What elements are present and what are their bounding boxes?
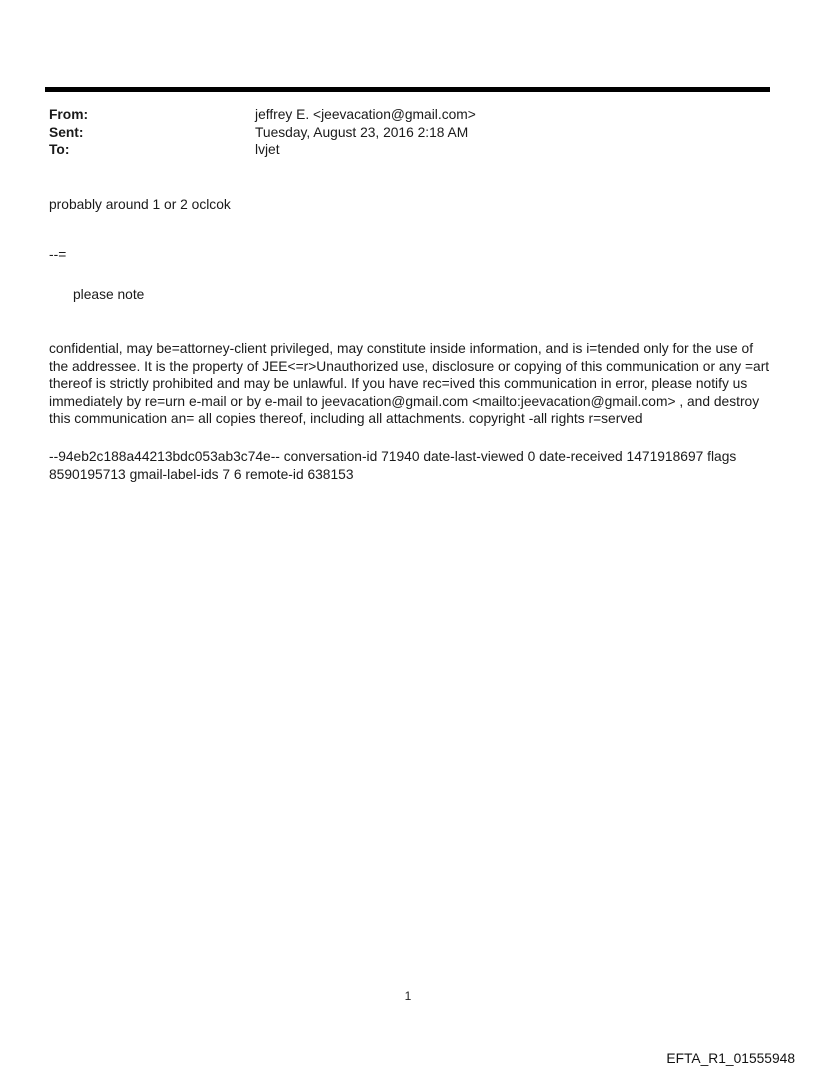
from-label: From: xyxy=(49,107,89,122)
signature-separator: --= xyxy=(49,247,67,262)
to-value: lvjet xyxy=(255,142,280,157)
mime-boundary-metadata: --94eb2c188a44213bdc053ab3c74e-- conversation-id 71940 date-last-viewed 0 date-received 1471918697 flags 8590195713 gmail-label-ids 7 6 remote-id 638153 xyxy=(49,449,741,482)
header-divider-rule xyxy=(45,87,770,92)
header-row-from xyxy=(49,106,476,124)
sent-value: Tuesday, August 23, 2016 2:18 AM xyxy=(255,124,469,140)
email-header xyxy=(49,106,476,159)
page-number: 1 xyxy=(404,989,412,1003)
from-value: jeffrey E. <jeevacation@gmail.com> xyxy=(255,107,476,122)
header-row-to xyxy=(49,141,476,159)
confidentiality-disclaimer: confidential, may be=attorney-client privileged, may constitute inside information, and is i=tended only for the use of the addressee. It is the property of JEE<=r>Unauthorized use, disclosure or copying of this communication or any =art thereof is strictly prohibited and may be unlawful. If you have rec=ived this communication in error, please notify us immediately by re=urn e-mail or by e-mail to jeevacation@gmail.com <mailto:jeevacation@gmail.com> , and destroy this communication an= all copies thereof, including all attachments. copyright -all rights r=served xyxy=(49,341,773,427)
header-row-sent xyxy=(49,124,476,142)
bates-number: EFTA_R1_01555948 xyxy=(666,1051,795,1066)
sent-label: Sent: xyxy=(49,124,84,140)
email-body-first-line: probably around 1 or 2 oclcok xyxy=(49,197,231,212)
to-label: To: xyxy=(49,142,70,157)
please-note-line: please note xyxy=(73,287,145,302)
